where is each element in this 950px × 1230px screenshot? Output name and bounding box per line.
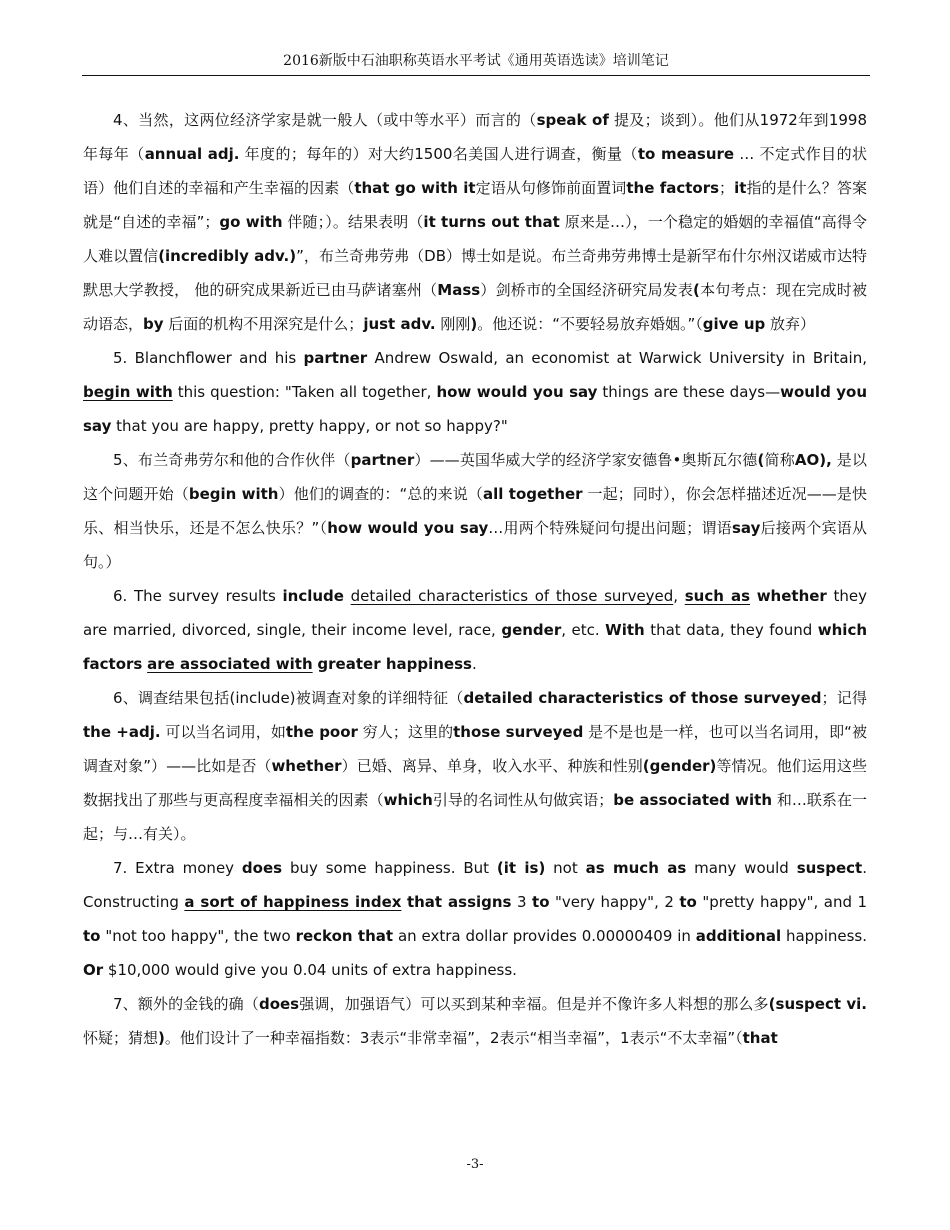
keyword: (incredibly adv.)	[158, 247, 297, 265]
keyword: include	[282, 587, 344, 605]
keyword: the +adj.	[83, 723, 161, 741]
keyword: greater happiness	[317, 655, 472, 673]
paragraph-4-chinese	[83, 103, 867, 341]
keyword-underlined: such as	[684, 587, 751, 605]
text-run: they are married, divorced, single, their income level, race,	[83, 587, 867, 639]
paragraph-5-chinese	[83, 443, 867, 579]
keyword: Or	[83, 961, 104, 979]
text-run	[344, 587, 351, 605]
keyword: to	[679, 893, 697, 911]
keyword: to	[83, 927, 101, 945]
text-run: an extra dollar provides 0.00000409 in	[393, 927, 696, 945]
text-run: 等情况。他们运用这些数据找出了那些与更高程度幸福相关的因素（	[83, 757, 867, 809]
keyword: reckon that	[295, 927, 394, 945]
text-run: 刚刚	[435, 315, 471, 333]
text-run: 7、额外的金钱的确（	[113, 995, 259, 1013]
text-run: 强调，加强语气）可以买到某种幸福。但是并不像许多人料想的那么多	[299, 995, 769, 1013]
keyword: give up	[702, 315, 766, 333]
text-run: not	[545, 859, 586, 877]
text-run: ；记得	[821, 689, 867, 707]
text-run: 4、当然，这两位经济学家是就一般人（或中等水平）而言的（	[113, 111, 537, 129]
keyword: be associated with	[613, 791, 773, 809]
text-run: 提及；谈到）。他们从1972年到1998年每年（	[83, 111, 867, 163]
keyword: say	[732, 519, 761, 537]
text-run: ）——英国华威大学的经济学家安德鲁•奥斯瓦尔德	[414, 451, 758, 469]
keyword: partner	[303, 349, 368, 367]
text-run: . Constructing	[83, 859, 867, 911]
text-run: …用两个特殊疑问句提出问题；谓语	[488, 519, 732, 537]
keyword: the factors	[626, 179, 720, 197]
text-run: ）他们的调查的：“总的来说（	[278, 485, 484, 503]
keyword: (	[693, 281, 700, 299]
document-body	[83, 103, 867, 1055]
text-run: 和…联系在一起；与…有关）。	[83, 791, 867, 843]
text-run: 引导的名词性从句做宾语；	[432, 791, 614, 809]
keyword: AO),	[794, 451, 832, 469]
text-run: 。他还说：“不要轻易放弃婚姻。”（	[477, 315, 703, 333]
keyword: that go with it	[354, 179, 476, 197]
paragraph-6-english	[83, 579, 867, 681]
header-divider	[82, 75, 870, 76]
text-run: , etc.	[561, 621, 606, 639]
text-run: … 不定式作目的状语）他们自述的幸福和产生幸福的因素（	[83, 145, 867, 197]
text-run: ）已婚、离异、单身，收入水平、种族和性别	[341, 757, 643, 775]
text-run: $10,000 would give you 0.04 units of extra happiness.	[103, 961, 517, 979]
text-run: many would	[686, 859, 797, 877]
paragraph-7-chinese	[83, 987, 867, 1055]
paragraph-5-english	[83, 341, 867, 443]
keyword: does	[241, 859, 283, 877]
text-run: ；	[719, 179, 735, 197]
keyword: suspect	[796, 859, 863, 877]
keyword: as much as	[585, 859, 687, 877]
text-run: "pretty happy", and 1	[696, 893, 868, 911]
text-run: things are these days—	[597, 383, 781, 401]
keyword: by	[143, 315, 164, 333]
text-run: 是不是也是一样，也可以当名词用，即“被调查对象”）——比如是否（	[83, 723, 867, 775]
text-run: 原来是…），一个稳定的婚姻的幸福值“高得令人难以置信	[83, 213, 867, 265]
keyword-underlined: are associated with	[147, 655, 313, 673]
keyword-underlined: a sort of happiness index	[184, 893, 402, 911]
keyword: would you say	[83, 383, 868, 435]
paragraph-7-english	[83, 851, 867, 987]
text-run: 指的是什么？答案就是“自述的幸福”；	[83, 179, 867, 231]
text-run: 定语从句修饰前面置词	[475, 179, 627, 197]
keyword: it turns out that	[423, 213, 560, 231]
keyword: which	[383, 791, 433, 809]
text-run: 怀疑；猜想	[83, 1029, 159, 1047]
text-run	[750, 587, 757, 605]
keyword: )	[470, 315, 478, 333]
keyword: detailed characteristics of those surveyed	[463, 689, 822, 707]
text-run: 放弃）	[765, 315, 816, 333]
text-run: that data, they found	[644, 621, 818, 639]
text-run: 后接两个宾语从句。）	[83, 519, 867, 571]
keyword: to	[532, 893, 550, 911]
keyword: that assigns	[406, 893, 512, 911]
text-run: 后面的机构不用深究是什么；	[163, 315, 364, 333]
keyword: speak of	[536, 111, 609, 129]
text-run: 可以当名词用，如	[160, 723, 286, 741]
text-run: "very happy", 2	[549, 893, 680, 911]
text-run: 本句考点：现在完成时被动语态，	[83, 281, 867, 333]
text-run: 简称	[764, 451, 795, 469]
text-run: 。他们设计了一种幸福指数：3表示“非常幸福”，2表示“相当幸福”，1表示“不太幸福”（	[164, 1029, 743, 1047]
keyword: those surveyed	[453, 723, 584, 741]
underlined-phrase: detailed characteristics of those surveyed	[350, 587, 674, 605]
paragraph-6-chinese	[83, 681, 867, 851]
text-run: ,	[673, 587, 685, 605]
text-run: 6、调查结果包括(include)被调查对象的详细特征（	[113, 689, 464, 707]
text-run: 穷人；这里的	[357, 723, 454, 741]
keyword: (	[757, 451, 765, 469]
keyword: it	[734, 179, 747, 197]
text-run: ”，布兰奇弗劳弗（DB）博士如是说。布兰奇弗劳弗博士是新罕布什尔州汉诺威市达特默思大学教授， 他的研究成果新近已由马萨诸塞州（	[83, 247, 867, 299]
keyword: begin with	[188, 485, 279, 503]
text-run: Andrew Oswald, an economist at Warwick University in Britain,	[367, 349, 867, 367]
page-header: 2016新版中石油职称英语水平考试《通用英语选读》培训笔记	[283, 53, 669, 69]
text-run: 5. Blanchflower and his	[113, 349, 304, 367]
text-run: buy some happiness. But	[282, 859, 497, 877]
keyword: go with	[219, 213, 283, 231]
keyword: (suspect vi.	[768, 995, 868, 1013]
keyword: )	[158, 1029, 165, 1047]
text-run: this question: "Taken all together,	[172, 383, 437, 401]
text-run: that you are happy, pretty happy, or not so happy?"	[111, 417, 508, 435]
keyword: Mass	[437, 281, 481, 299]
keyword: annual adj.	[144, 145, 240, 163]
keyword: whether	[756, 587, 827, 605]
text-run: 6. The survey results	[113, 587, 283, 605]
keyword: all together	[483, 485, 583, 503]
text-run: "not too happy", the two	[100, 927, 296, 945]
text-run: 是以这个问题开始（	[83, 451, 867, 503]
keyword-underlined: begin with	[83, 383, 173, 401]
text-run: 年度的；每年的）对大约1500名美国人进行调查，衡量（	[239, 145, 638, 163]
keyword: to measure	[637, 145, 735, 163]
keyword: just adv.	[363, 315, 436, 333]
keyword: how would you say	[327, 519, 489, 537]
keyword: whether	[271, 757, 342, 775]
text-run: 一起；同时），你会怎样描述近况——是快乐、相当快乐，还是不怎么快乐？”（	[83, 485, 867, 537]
keyword: how would you say	[436, 383, 598, 401]
page-number: -3-	[466, 1157, 484, 1172]
keyword: which factors	[83, 621, 868, 673]
keyword: (it is)	[496, 859, 546, 877]
keyword: partner	[350, 451, 415, 469]
keyword: (gender)	[642, 757, 717, 775]
text-run: 7. Extra money	[113, 859, 242, 877]
text-run: 5、布兰奇弗劳尔和他的合作伙伴（	[113, 451, 351, 469]
text-run: happiness.	[781, 927, 867, 945]
keyword: does	[258, 995, 300, 1013]
keyword: additional	[695, 927, 782, 945]
text-run: 伴随；）。结果表明（	[282, 213, 424, 231]
keyword: With	[605, 621, 645, 639]
text-run: 3	[511, 893, 533, 911]
text-run: ）剑桥市的全国经济研究局发表	[480, 281, 694, 299]
keyword: gender	[501, 621, 562, 639]
keyword: the poor	[285, 723, 358, 741]
keyword: that	[742, 1029, 778, 1047]
text-run: .	[471, 655, 477, 673]
